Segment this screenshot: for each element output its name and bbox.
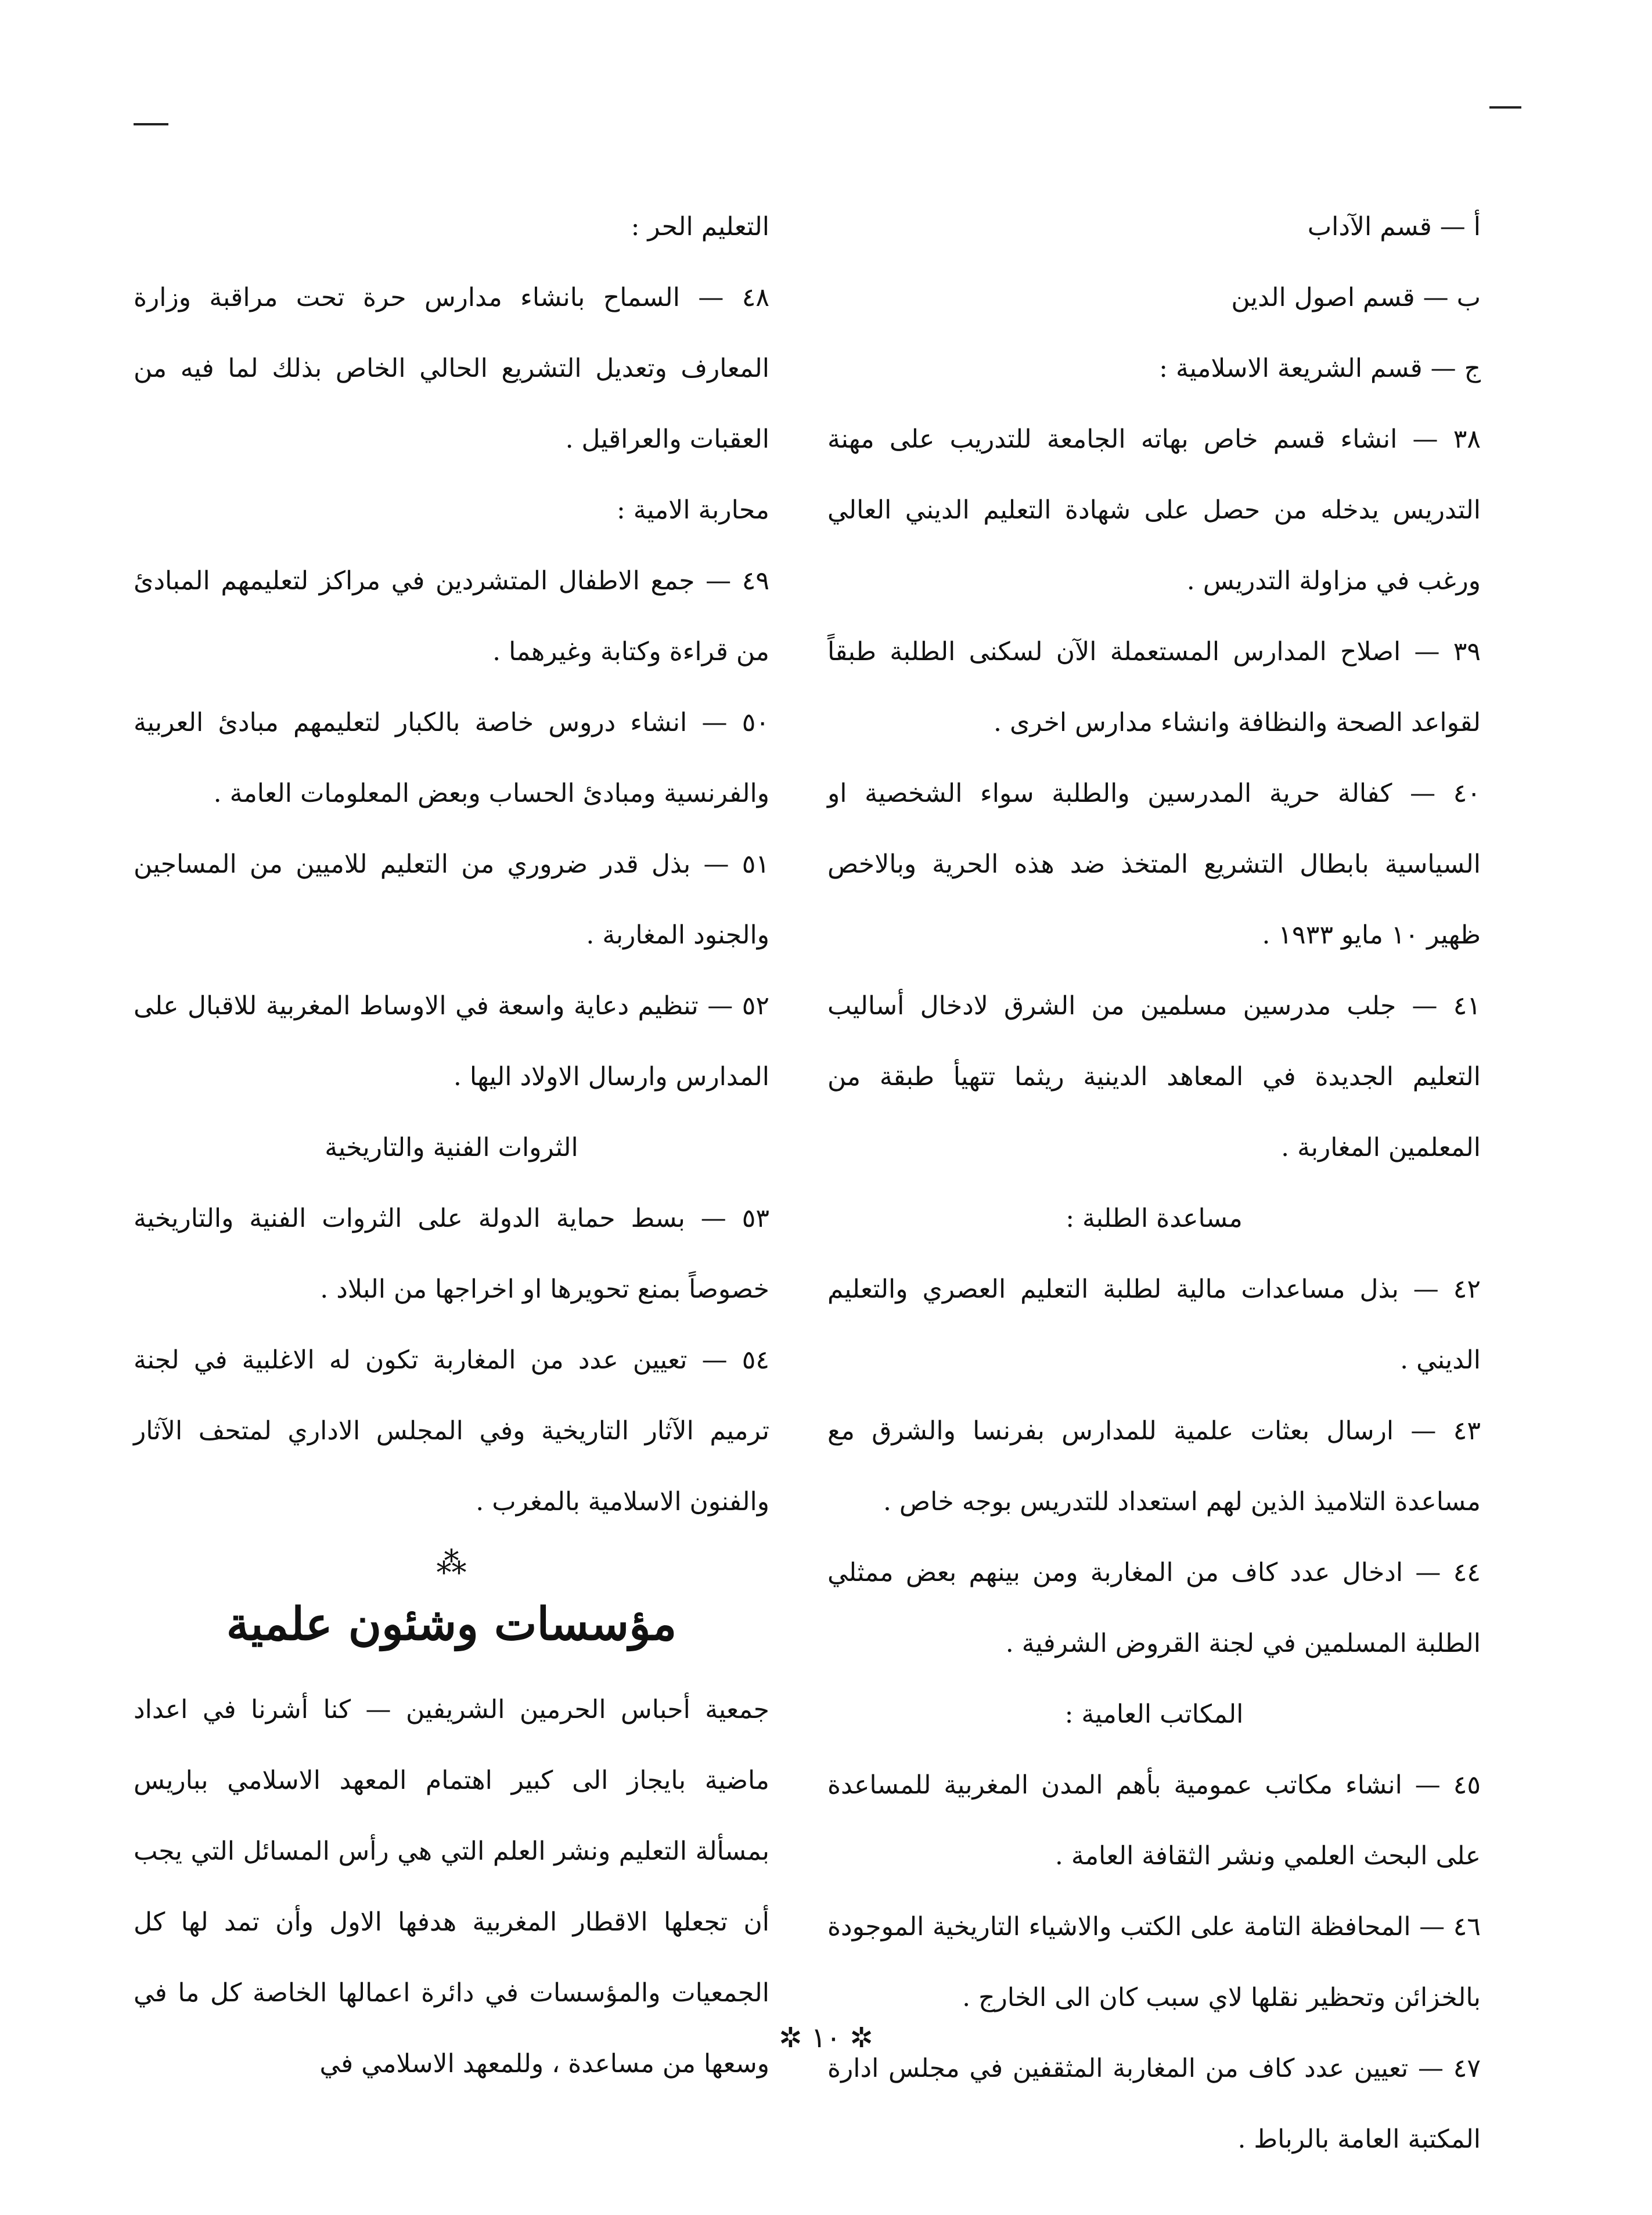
numbered-item: ٤٩ — جمع الاطفال المتشردين في مراكز لتعليمهم المبادئ من قراءة وكتابة وغيرهما . — [134, 566, 769, 667]
numbered-item: ٥٢ — تنظيم دعاية واسعة في الاوساط المغربية للاقبال على المدارس وارسال الاولاد اليها . — [134, 991, 769, 1092]
numbered-item: ٥٣ — بسط حماية الدولة على الثروات الفنية والتاريخية خصوصاً بمنع تحويرها او اخراجها من البلاد . — [134, 1204, 769, 1304]
article-paragraph: جمعية أحباس الحرمين الشريفين — كنا أشرنا في اعداد ماضية بايجاز الى كبير اهتمام المعهد الاسلامي بباريس بمسألة التعليم ونشر العلم التي هي رأس المسائل التي يجب أن تجعلها الاقطار المغربية هدفها الاول وأن تمد لها كل الجمعيات والمؤسسات في دائرة اعمالها الخاصة كل ما في وسعها من مساعدة ، وللمعهد الاسلامي في — [134, 1695, 769, 2079]
list-item: ج — قسم الشريعة الاسلامية : — [1159, 354, 1481, 383]
numbered-item: ٤٨ — السماح بانشاء مدارس حرة تحت مراقبة وزارة المعارف وتعديل التشريع الحالي الخاص بذلك لما فيه من العقبات والعراقيل . — [134, 283, 769, 454]
numbered-item: ٤٧ — تعيين عدد كاف من المغاربة المثقفين في مجلس ادارة المكتبة العامة بالرباط . — [827, 2054, 1481, 2154]
numbered-item: ٥٤ — تعيين عدد من المغاربة تكون له الاغلبية في لجنة ترميم الآثار التاريخية وفي المجلس الاداري لمتحف الآثار والفنون الاسلامية بالمغرب . — [134, 1345, 769, 1517]
numbered-item: ٥١ — بذل قدر ضروري من التعليم للاميين من المساجين والجنود المغاربة . — [134, 849, 770, 950]
numbered-item: ٤٦ — المحافظة التامة على الكتب والاشياء التاريخية الموجودة بالخزائن وتحظير نقلها لاي سبب كان الى الخارج . — [827, 1912, 1481, 2012]
numbered-item: ٤٤ — ادخال عدد كاف من المغاربة ومن بينهم بعض ممثلي الطلبة المسلمين في لجنة القروض الشرفية . — [827, 1558, 1481, 1658]
list-item: ب — قسم اصول الدين — [1231, 283, 1481, 312]
left-column — [134, 192, 769, 2099]
numbered-item: ٣٩ — اصلاح المدارس المستعملة الآن لسكنى الطلبة طبقاً لقواعد الصحة والنظافة وانشاء مدارس اخرى . — [827, 637, 1481, 737]
top-right-rule — [1489, 106, 1521, 109]
numbered-item: ٣٨ — انشاء قسم خاص بهاته الجامعة للتدريب على مهنة التدريس يدخله من حصل على شهادة التعليم الديني العالي ورغب في مزاولة التدريس . — [827, 424, 1481, 596]
asterism-ornament: ⁂ — [436, 1546, 467, 1581]
list-item: أ — قسم الآداب — [1307, 212, 1481, 242]
top-left-rule — [134, 123, 168, 125]
numbered-item: ٤٣ — ارسال بعثات علمية للمدارس بفرنسا والشرق مع مساعدة التلاميذ الذين لهم استعداد للتدريس بوجه خاص . — [827, 1416, 1481, 1517]
section-title: مؤسسات وشئون علمية — [226, 1598, 677, 1651]
section-heading: محاربة الامية : — [616, 495, 769, 525]
section-heading: المكاتب العامية : — [1064, 1699, 1244, 1729]
section-heading: التعليم الحر : — [631, 212, 769, 242]
numbered-item: ٤٥ — انشاء مكاتب عمومية بأهم المدن المغربية للمساعدة على البحث العلمي ونشر الثقافة العامة . — [827, 1770, 1481, 1871]
numbered-item: ٥٠ — انشاء دروس خاصة بالكبار لتعليمهم مبادئ العربية والفرنسية ومبادئ الحساب وبعض المعلومات العامة . — [134, 708, 769, 808]
numbered-item: ٤١ — جلب مدرسين مسلمين من الشرق لادخال أساليب التعليم الجديدة في المعاهد الدينية ريثما تتهيأ طبقة من المعلمين المغاربة . — [827, 991, 1481, 1162]
right-column — [827, 192, 1481, 2175]
numbered-item: ٤٢ — بذل مساعدات مالية لطلبة التعليم العصري والتعليم الديني . — [827, 1274, 1481, 1375]
page-number: ✲ ١٠ ✲ — [779, 2022, 873, 2054]
section-heading: مساعدة الطلبة : — [1066, 1204, 1243, 1233]
section-heading: الثروات الفنية والتاريخية — [325, 1133, 578, 1162]
numbered-item: ٤٠ — كفالة حرية المدرسين والطلبة سواء الشخصية او السياسية بابطال التشريع المتخذ ضد هذه الحرية وبالاخص ظهير ١٠ مايو ١٩٣٣ . — [827, 779, 1481, 950]
